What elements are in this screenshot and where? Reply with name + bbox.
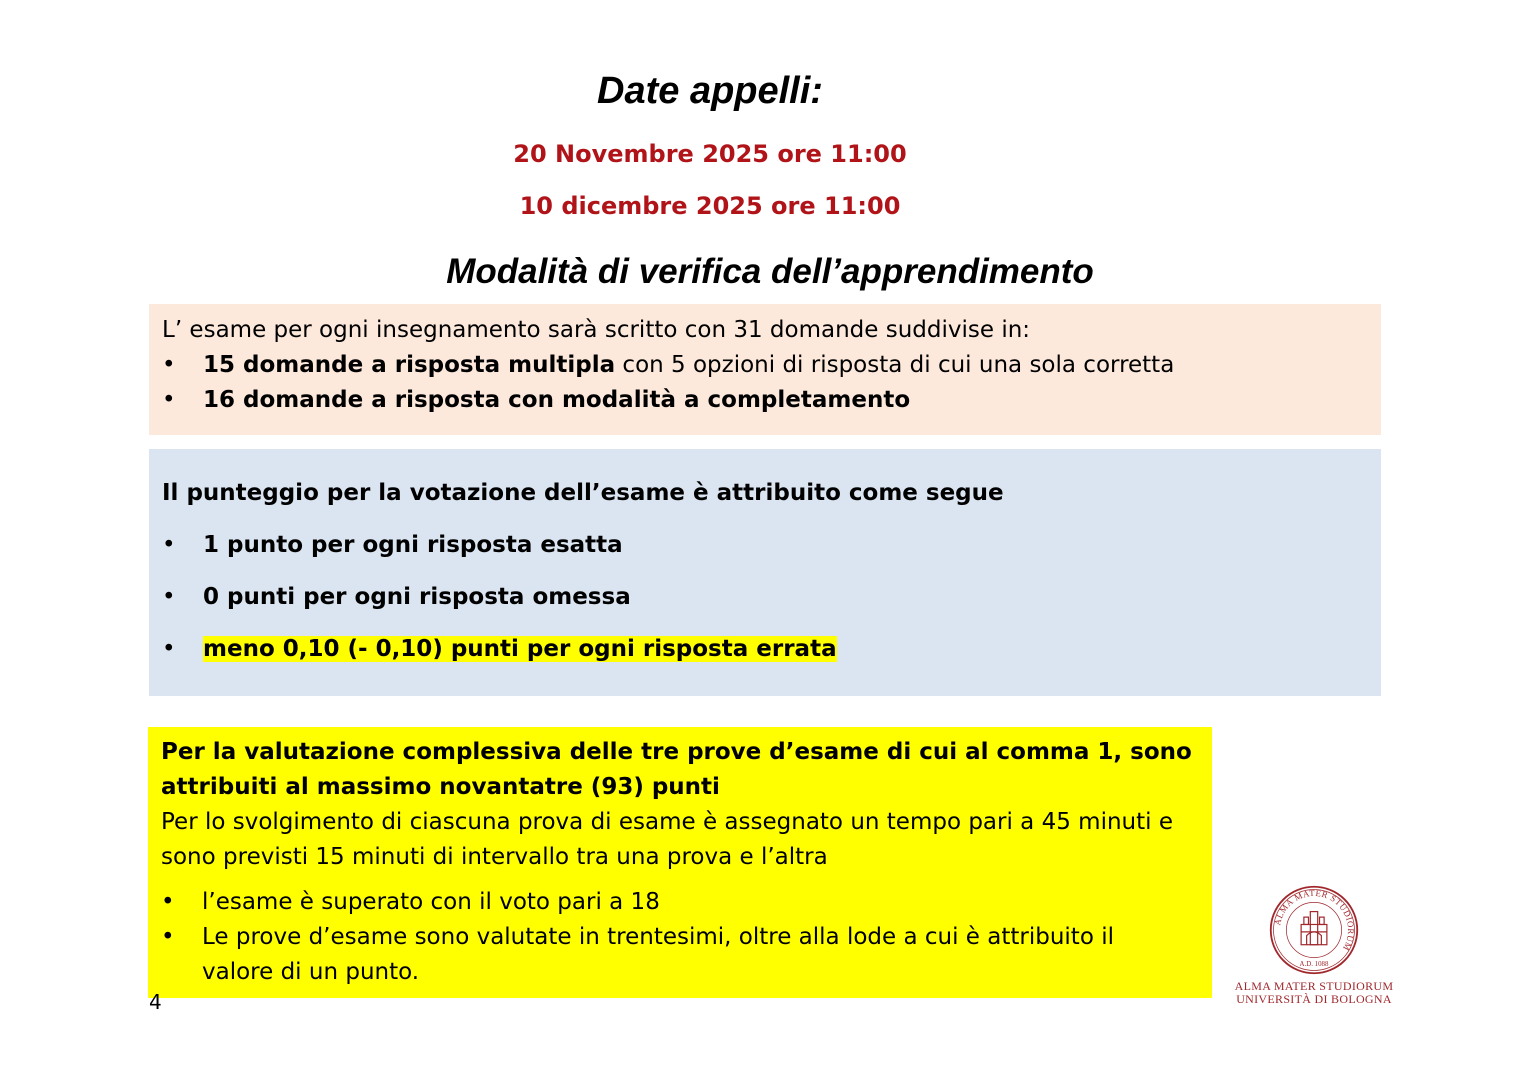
bullet-text: 0 punti per ogni risposta omessa [203, 584, 631, 610]
bullet-text: Le prove d’esame sono valutate in trentesimi, oltre alla lode a cui è attribuito il [202, 924, 1114, 950]
scoring-box [149, 449, 1381, 696]
bullet-text: valore di un punto. [202, 959, 420, 985]
bullet-icon: • [161, 924, 175, 950]
seal-text: ALMA MATER STUDIORUM [1272, 887, 1357, 953]
list-item [162, 348, 1381, 383]
bullet-text: con 5 opzioni di risposta di cui una sola corretta [615, 352, 1175, 378]
bullet-icon: • [162, 584, 176, 610]
list-item [162, 623, 1381, 675]
list-item [162, 519, 1381, 571]
evaluation-bold-line: Per la valutazione complessiva delle tre prove d’esame di cui al comma 1, sono [161, 739, 1192, 765]
list-item [162, 383, 1381, 418]
bullet-text: 1 punto per ogni risposta esatta [203, 532, 623, 558]
list-item [161, 885, 1212, 920]
university-logo [1232, 884, 1396, 1006]
exam-structure-box [149, 304, 1381, 435]
bullet-icon: • [162, 532, 176, 558]
list-item [161, 920, 1212, 990]
bullet-text: l’esame è superato con il voto pari a 18 [202, 889, 660, 915]
scoring-heading: Il punteggio per la votazione dell’esame è attribuito come segue [162, 480, 1004, 506]
university-seal-icon [1268, 884, 1360, 976]
highlighted-bullet-text: meno 0,10 (- 0,10) punti per ogni risposta errata [203, 636, 837, 662]
section-title: Modalità di verifica dell’apprendimento [446, 252, 1094, 291]
logo-caption-line1: ALMA MATER STUDIORUM [1234, 979, 1394, 993]
exam-date-1: 20 Novembre 2025 ore 11:00 [513, 140, 907, 168]
evaluation-text-line: Per lo svolgimento di ciascuna prova di esame è assegnato un tempo pari a 45 minuti e [161, 809, 1173, 835]
exam-date-2: 10 dicembre 2025 ore 11:00 [519, 192, 901, 220]
page-number: 4 [149, 990, 162, 1014]
list-item [162, 571, 1381, 623]
evaluation-box [148, 727, 1212, 998]
logo-caption-line2: UNIVERSITÀ DI BOLOGNA [1236, 992, 1392, 1006]
bullet-bold-text: 15 domande a risposta multipla [203, 352, 616, 378]
evaluation-text-line: sono previsti 15 minuti di intervallo tra una prova e l’altra [161, 844, 828, 870]
exam-intro: L’ esame per ogni insegnamento sarà scritto con 31 domande suddivise in: [162, 317, 1031, 343]
evaluation-bold-line: attribuiti al massimo novantatre (93) punti [161, 774, 720, 800]
bullet-icon: • [161, 889, 175, 915]
bullet-icon: • [162, 387, 176, 413]
page-title: Date appelli: [597, 70, 823, 112]
bullet-text: 16 domande a risposta con modalità a completamento [203, 387, 911, 413]
bullet-icon: • [162, 352, 176, 378]
seal-year: A.D. 1088 [1299, 960, 1329, 968]
bullet-icon: • [162, 636, 176, 662]
